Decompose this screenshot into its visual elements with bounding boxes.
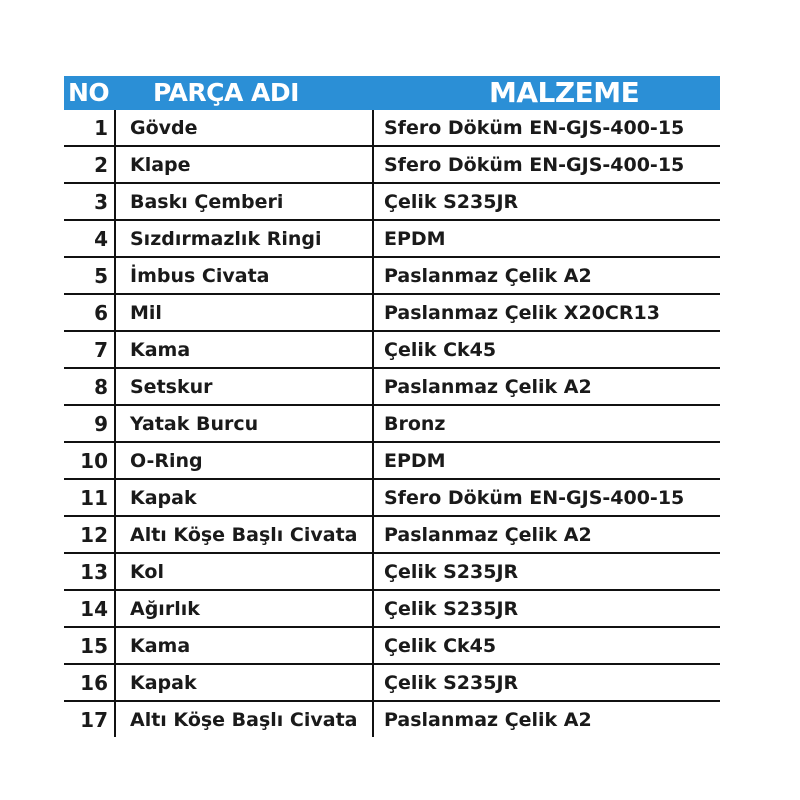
row-number: 8 — [64, 368, 115, 405]
part-name: İmbus Civata — [115, 257, 373, 294]
table-row — [64, 701, 720, 737]
part-name: Klape — [115, 146, 373, 183]
row-number: 7 — [64, 331, 115, 368]
part-name: Sızdırmazlık Ringi — [115, 220, 373, 257]
row-number: 16 — [64, 664, 115, 701]
material-name: Çelik S235JR — [373, 183, 720, 220]
material-name: Paslanmaz Çelik A2 — [373, 368, 720, 405]
material-name: Paslanmaz Çelik A2 — [373, 257, 720, 294]
material-name: Çelik S235JR — [373, 553, 720, 590]
row-number: 17 — [64, 701, 115, 737]
row-number: 11 — [64, 479, 115, 516]
table-row — [64, 146, 720, 183]
part-name: Altı Köşe Başlı Civata — [115, 701, 373, 737]
parts-table — [64, 76, 720, 737]
row-number: 9 — [64, 405, 115, 442]
part-name: Kama — [115, 331, 373, 368]
part-name: Kapak — [115, 479, 373, 516]
table-row — [64, 257, 720, 294]
table-row — [64, 331, 720, 368]
part-name: Kama — [115, 627, 373, 664]
part-name: Kapak — [115, 664, 373, 701]
table-row — [64, 294, 720, 331]
row-number: 10 — [64, 442, 115, 479]
header-part-name: PARÇA ADI — [115, 76, 373, 110]
table-row — [64, 442, 720, 479]
table-row — [64, 627, 720, 664]
table-row — [64, 183, 720, 220]
material-name: Sfero Döküm EN-GJS-400-15 — [373, 146, 720, 183]
material-name: Paslanmaz Çelik A2 — [384, 708, 592, 731]
material-name: Bronz — [373, 405, 720, 442]
material-name: Çelik Ck45 — [373, 627, 720, 664]
table-row — [64, 553, 720, 590]
table-row — [64, 590, 720, 627]
material-name: Sfero Döküm EN-GJS-400-15 — [373, 110, 720, 146]
row-number: 2 — [64, 146, 115, 183]
part-name: Setskur — [115, 368, 373, 405]
material-name: Çelik S235JR — [373, 590, 720, 627]
material-name: Çelik Ck45 — [373, 331, 720, 368]
table-row — [64, 110, 720, 146]
material-name: EPDM — [373, 442, 720, 479]
part-name: Yatak Burcu — [115, 405, 373, 442]
table-row — [64, 516, 720, 553]
row-number: 4 — [64, 220, 115, 257]
row-number: 13 — [64, 553, 115, 590]
row-number: 5 — [64, 257, 115, 294]
header-no: NO — [64, 76, 115, 110]
part-name: O-Ring — [115, 442, 373, 479]
table-row — [64, 405, 720, 442]
part-name: Altı Köşe Başlı Civata — [115, 516, 373, 553]
table-row — [64, 664, 720, 701]
part-name: Kol — [115, 553, 373, 590]
part-name: Gövde — [115, 110, 373, 146]
material-name: Paslanmaz Çelik A2 — [373, 516, 720, 553]
material-name: EPDM — [373, 220, 720, 257]
row-number: 3 — [64, 183, 115, 220]
header-row — [64, 76, 720, 110]
part-name: Baskı Çemberi — [115, 183, 373, 220]
row-number: 6 — [64, 294, 115, 331]
table-row — [64, 368, 720, 405]
header-material: MALZEME — [373, 76, 720, 110]
material-name: Paslanmaz Çelik X20CR13 — [373, 294, 720, 331]
material-name: Çelik S235JR — [373, 664, 720, 701]
part-name: Mil — [115, 294, 373, 331]
row-number: 12 — [64, 516, 115, 553]
row-number: 1 — [64, 110, 115, 146]
part-name: Ağırlık — [115, 590, 373, 627]
row-number: 15 — [64, 627, 115, 664]
table-row — [64, 479, 720, 516]
row-number: 14 — [64, 590, 115, 627]
table-row — [64, 220, 720, 257]
material-name: Sfero Döküm EN-GJS-400-15 — [373, 479, 720, 516]
